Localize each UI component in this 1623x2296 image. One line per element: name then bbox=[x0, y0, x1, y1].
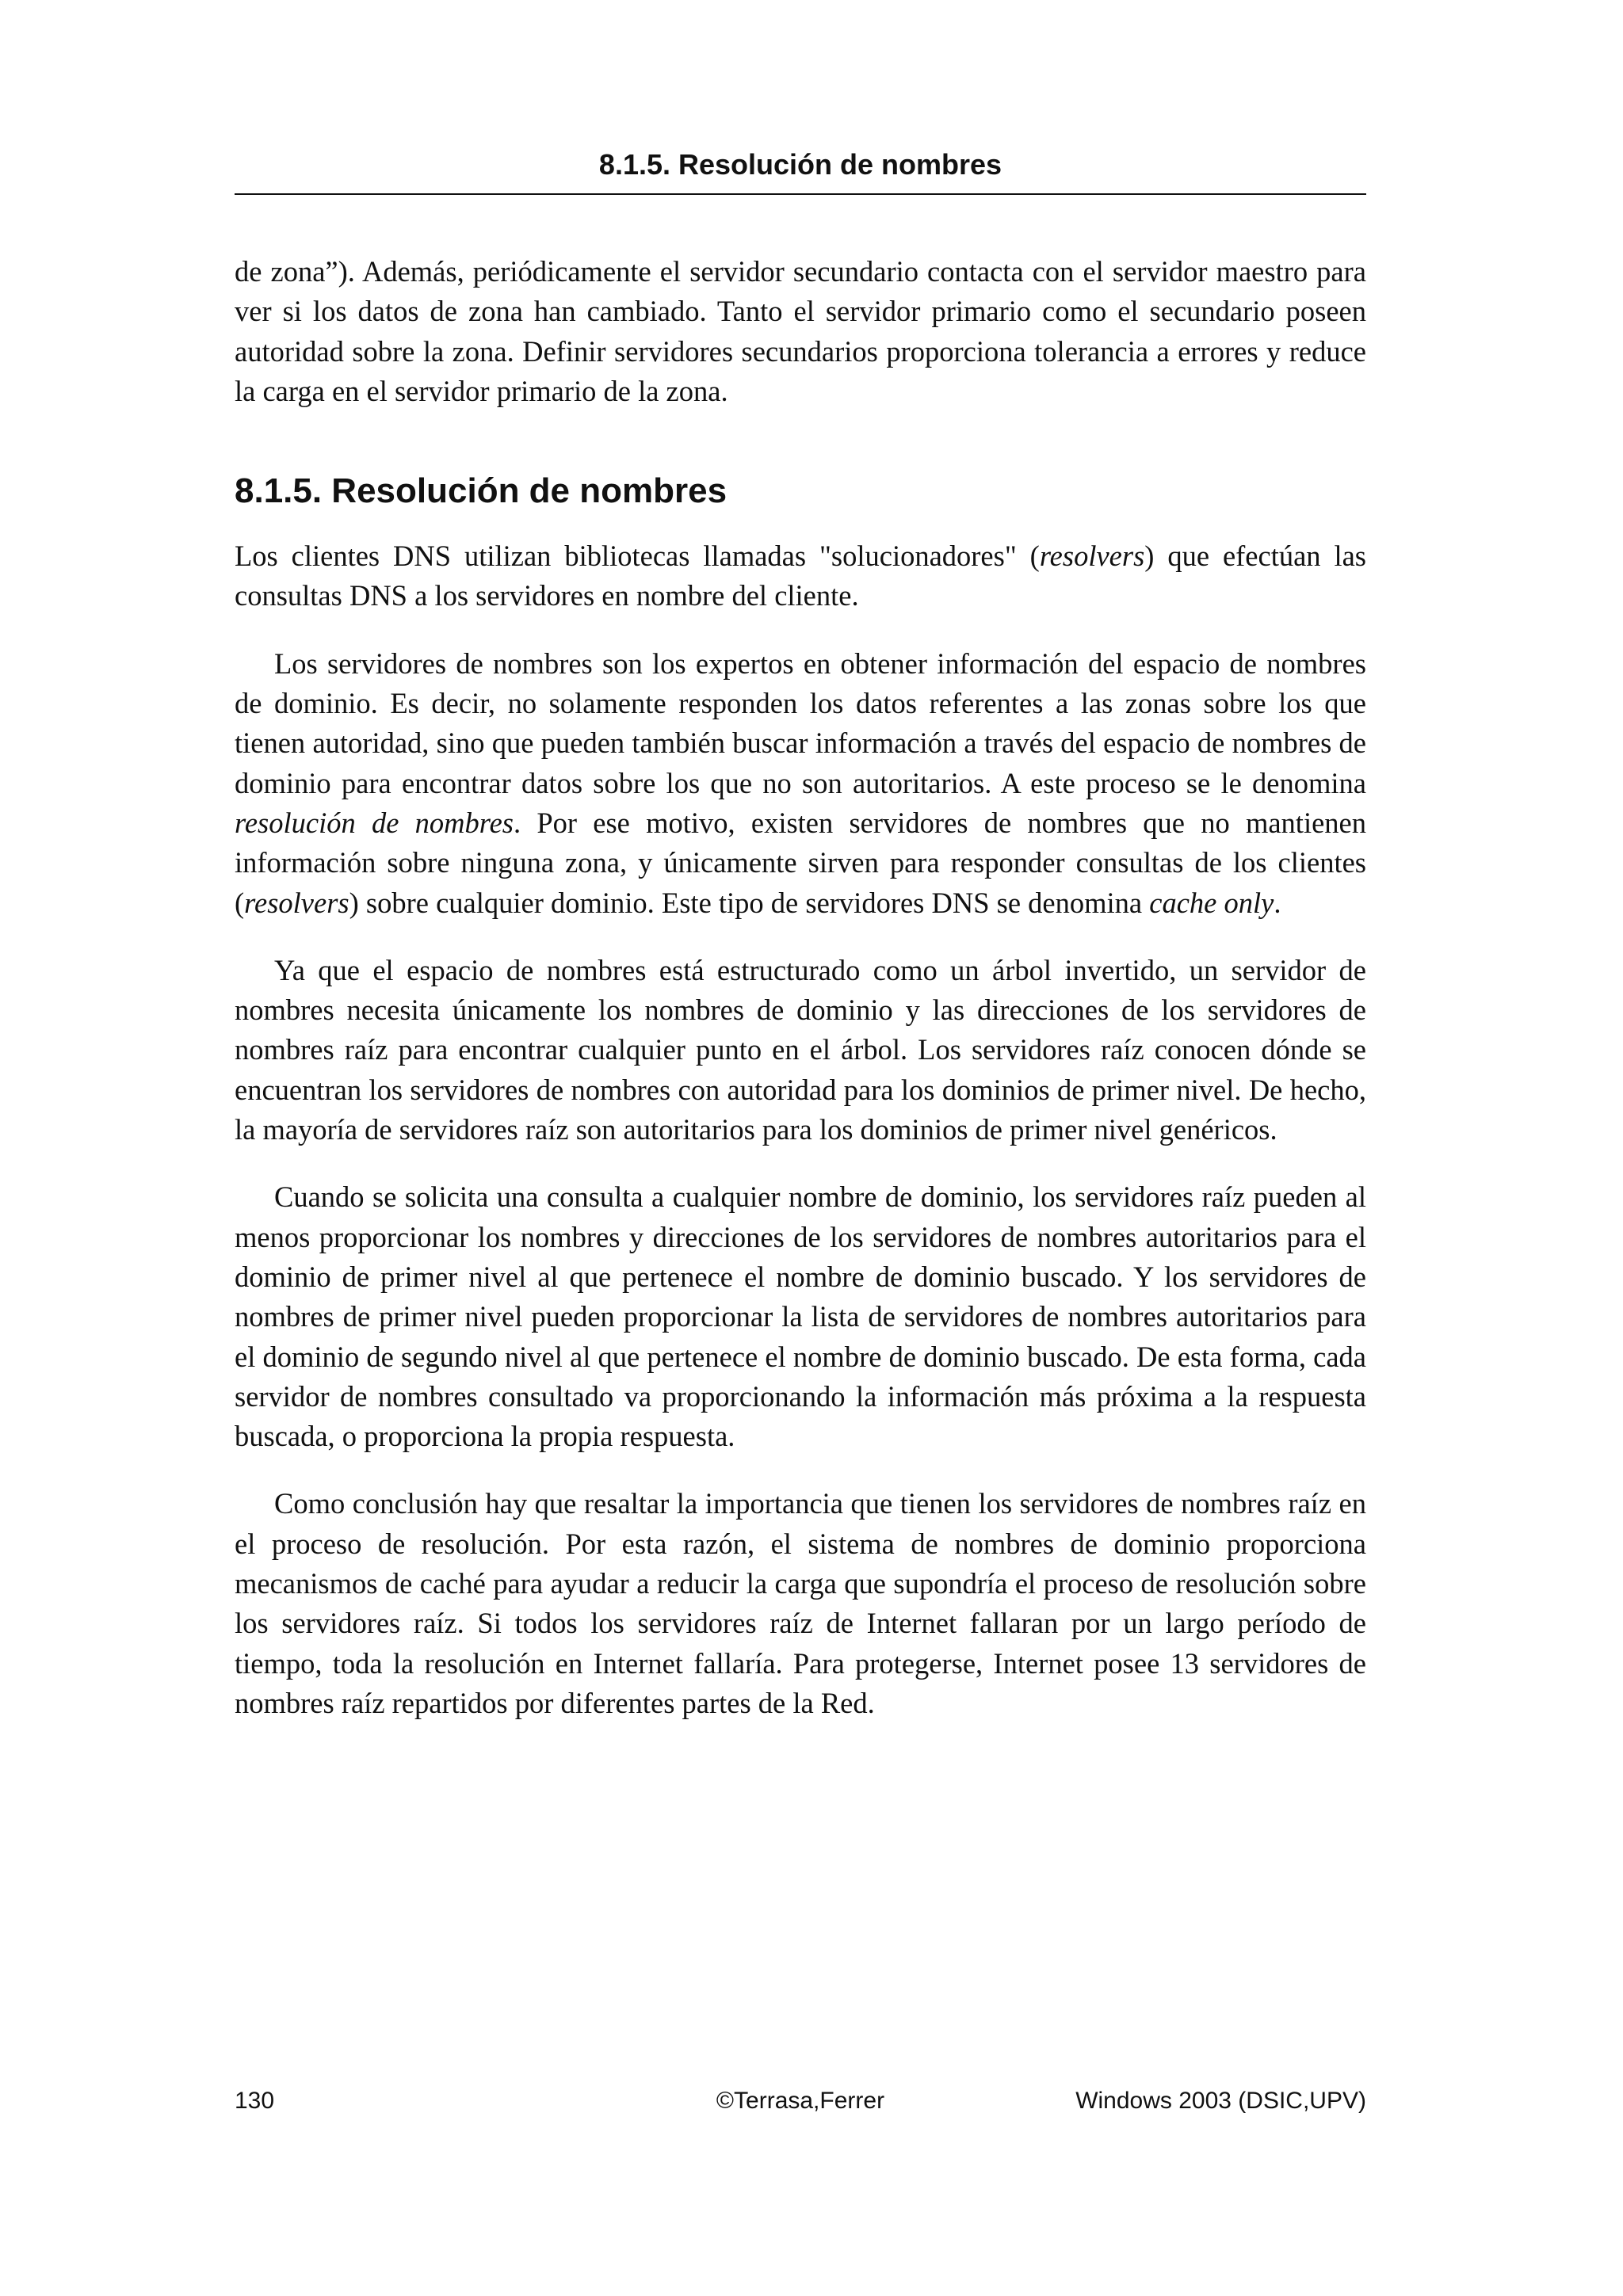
body-text bbox=[235, 252, 1366, 1723]
paragraph-text: . bbox=[1274, 886, 1281, 919]
header-rule bbox=[235, 193, 1366, 195]
paragraph-inverted-tree: Ya que el espacio de nombres está estructurado como un árbol invertido, un servidor de nombres necesita únicamente los nombres de dominio y las direcciones de los servidores de nombres raíz para encontrar cualquier punto en el árbol. Los servidores raíz conocen dónde se encuentran los servidores de nombres con autoridad para los dominios de primer nivel. De hecho, la mayoría de servidores raíz son autoritarios para los dominios de primer nivel genéricos. bbox=[235, 953, 1366, 1146]
paragraph-text: . Por ese motivo, existen servidores de nombres que no mantienen información sobre ninguna zona, y únicamente sirven para responder consultas de los clientes ( bbox=[235, 806, 1366, 919]
footer-book-title: Windows 2003 (DSIC,UPV) bbox=[1075, 2088, 1366, 2114]
emphasis-text: cache only bbox=[1149, 886, 1274, 919]
paragraph-text: Los servidores de nombres son los expertos en obtener información del espacio de nombres de dominio. Es decir, no solamente responden los datos referentes a las zonas sobre los que tienen autoridad, sino que pueden también buscar información a través del espacio de nombres de dominio para encontrar datos sobre los que no son autoritarios. A este proceso se le denomina bbox=[235, 646, 1366, 799]
section-heading: 8.1.5. Resolución de nombres bbox=[235, 471, 727, 511]
paragraph-query-process: Cuando se solicita una consulta a cualquier nombre de dominio, los servidores raíz pueden al menos proporcionar los nombres y direcciones de los servidores de nombres autoritarios para el dominio de primer nivel al que pertenece el nombre de dominio buscado. Y los servidores de nombres de primer nivel pueden proporcionar la lista de servidores de nombres autoritarios para el dominio de segundo nivel al que pertenece el nombre de dominio buscado. De esta forma, cada servidor de nombres consultado va proporcionando la información más próxima a la respuesta buscada, o proporciona la propia respuesta. bbox=[235, 1180, 1366, 1453]
paragraph-resolvers-intro bbox=[235, 536, 1366, 616]
footer-copyright: ©Terrasa,Ferrer bbox=[716, 2088, 885, 2114]
emphasis-text: resolución de nombres bbox=[235, 806, 514, 839]
running-header: 8.1.5. Resolución de nombres bbox=[598, 148, 1002, 181]
paragraph-continuation: de zona”). Además, periódicamente el servidor secundario contacta con el servidor maestro para ver si los datos de zona han cambiado. Tanto el servidor primario como el secundario poseen autoridad sobre la zona. Definir servidores secundarios proporciona tolerancia a errores y reduce la carga en el servidor primario de la zona. bbox=[235, 255, 1366, 407]
emphasis-text: resolvers bbox=[1039, 540, 1145, 573]
paragraph-name-servers bbox=[235, 644, 1366, 923]
page-number: 130 bbox=[235, 2088, 275, 2114]
paragraph-text: ) que efectúan las consultas DNS a los servidores en nombre del cliente. bbox=[235, 540, 1366, 612]
paragraph-text: Los clientes DNS utilizan bibliotecas llamadas "solucionadores" ( bbox=[235, 540, 1040, 573]
paragraph-conclusion: Como conclusión hay que resaltar la importancia que tienen los servidores de nombres raíz en el proceso de resolución. Por esta razón, el sistema de nombres de dominio proporciona mecanismos de caché para ayudar a reducir la carga que supondría el proceso de resolución sobre los servidores raíz. Si todos los servidores raíz de Internet fallaran por un largo período de tiempo, toda la resolución en Internet fallaría. Para protegerse, Internet posee 13 servidores de nombres raíz repartidos por diferentes partes de la Red. bbox=[235, 1487, 1366, 1719]
paragraph-text: ) sobre cualquier dominio. Este tipo de servidores DNS se denomina bbox=[349, 886, 1150, 919]
emphasis-text: resolvers bbox=[244, 886, 349, 919]
page-footer bbox=[235, 2085, 1366, 2117]
